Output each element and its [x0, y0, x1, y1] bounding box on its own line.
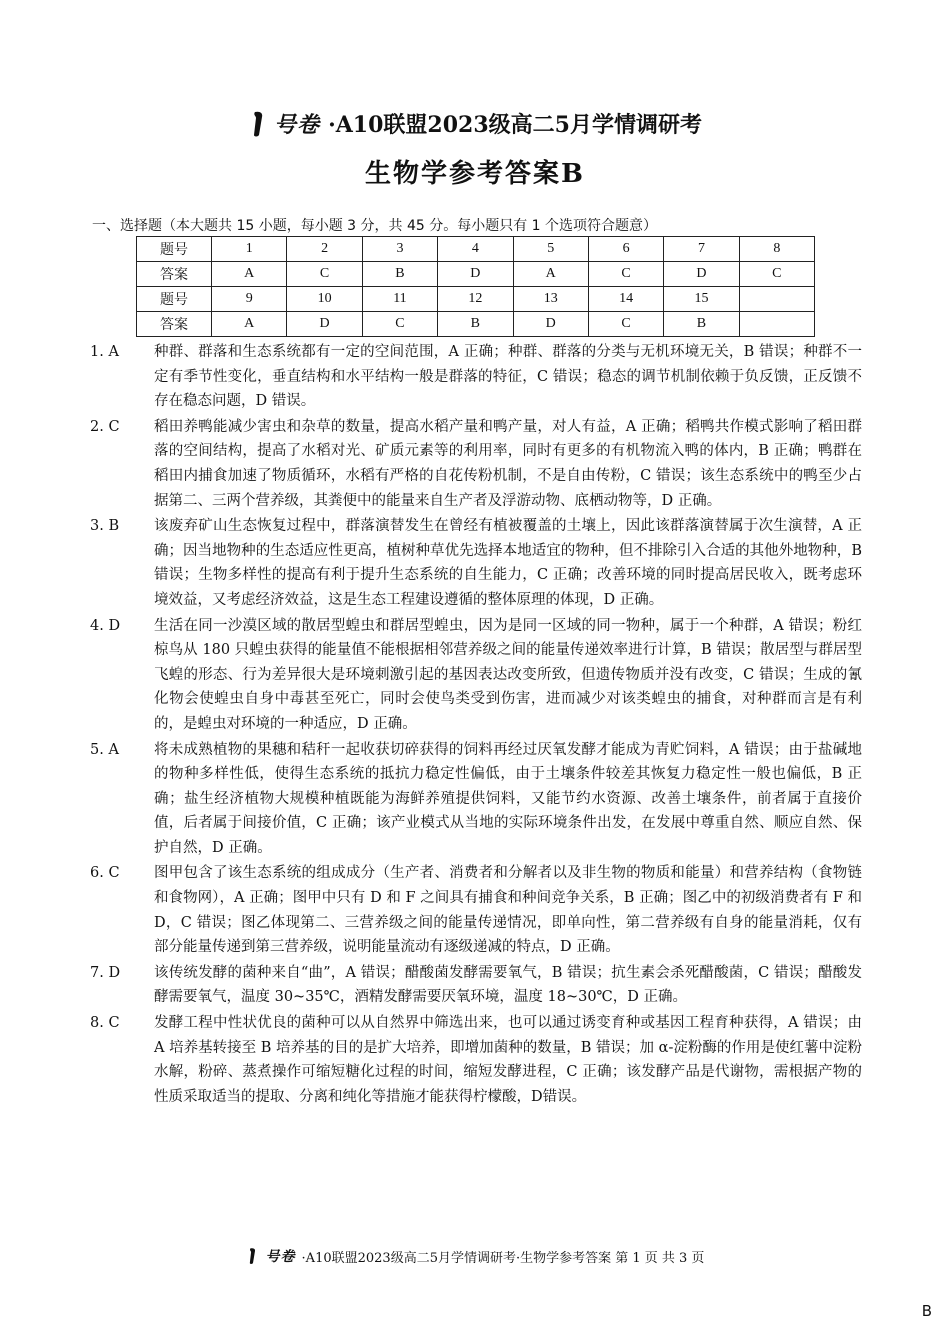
table-cell: 11 — [362, 287, 437, 312]
table-cell: 10 — [287, 287, 362, 312]
explanation-number: 7. D — [90, 964, 121, 981]
explanation-item — [90, 614, 862, 737]
table-cell: B — [438, 312, 513, 337]
footer-logo-text: 号卷 — [265, 1249, 296, 1265]
explanation-number: 1. A — [90, 344, 119, 360]
table-cell: A — [212, 312, 287, 337]
page-footer — [0, 1246, 950, 1266]
table-cell: 1 — [212, 237, 287, 262]
table-cell: D — [438, 262, 513, 287]
brush-stroke-icon — [246, 1246, 260, 1266]
table-cell — [739, 312, 814, 337]
explanation-text: 发酵工程中性状优良的菌种可以从自然界中筛选出来，也可以通过诱变育种或基因工程育种获得，A 错误；由 A 培养基转接至 B 培养基的目的是扩大培养，即增加菌种的数量，B 错误；加 α-淀粉酶的作用是使红薯中淀粉水解，粉碎、蒸煮操作可缩短糖化过程的时间，缩短发酵进程，C 正确；该发酵产品是代谢物，需根据产物的性质采取适当的提取、分离和纯化等措施才能获得柠檬酸，D错误。 — [154, 1015, 862, 1105]
explanation-text: 种群、群落和生态系统都有一定的空间范围，A 正确；种群、群落的分类与无机环境无关，B 错误；种群不一定有季节性变化，垂直结构和水平结构一般是群落的特征，C 错误；稳态的调节机制依赖于负反馈，正反馈不存在稳态问题，D 错误。 — [154, 344, 862, 410]
explanation-item — [90, 738, 862, 861]
table-cell: 4 — [438, 237, 513, 262]
logo — [248, 108, 320, 139]
explanation-text: 该传统发酵的菌种来自“曲”，A 错误；醋酸菌发酵需要氧气，B 错误；抗生素会杀死醋酸菌，C 错误；醋酸发酵需要氧气，温度 30~35℃，酒精发酵需要厌氧环境，温度 18~30℃，D 正确。 — [154, 964, 862, 1006]
table-cell: C — [588, 262, 663, 287]
explanation-number: 4. D — [90, 617, 121, 634]
table-cell: 14 — [588, 287, 663, 312]
explanation-number: 2. C — [90, 418, 120, 435]
table-row — [137, 262, 815, 287]
table-cell: 5 — [513, 237, 588, 262]
table-cell: 7 — [664, 237, 739, 262]
explanation-item — [90, 415, 862, 513]
row-label: 题号 — [137, 237, 212, 262]
explanation-text: 该废弃矿山生态恢复过程中，群落演替发生在曾经有植被覆盖的土壤上，因此该群落演替属于次生演替，A 正确；因当地物种的生态适应性更高，植树种草优先选择本地适宜的物种，但不排除引入合适的其他外地物种，B 错误；生物多样性的提高有利于提升生态系统的自生能力，C 正确；改善环境的同时提高居民收入，既考虑环境效益，又考虑经济效益，这是生态工程建设遵循的整体原理的体现，D 正确。 — [154, 518, 862, 608]
table-cell: 15 — [664, 287, 739, 312]
table-cell: 2 — [287, 237, 362, 262]
table-cell: C — [287, 262, 362, 287]
table-cell: 6 — [588, 237, 663, 262]
table-cell: D — [664, 262, 739, 287]
explanation-item — [90, 514, 862, 612]
explanation-text: 生活在同一沙漠区域的散居型蝗虫和群居型蝗虫，因为是同一区域的同一物种，属于一个种群，A 错误；粉红椋鸟从 180 只蝗虫获得的能量值不能根据相邻营养级之间的能量传递效率进行计算，B 错误；散居型与群居型飞蝗的形态、行为差异很大是环境刺激引起的基因表达改变所致，但遗传物质并没有改变，C 错误；生成的氰化物会使蝗虫自身中毒甚至死亡，同时会使鸟类受到伤害，进而减少对该类蝗虫的捕食，对种群而言是有利的，是蝗虫对环境的一种适应，D 正确。 — [154, 617, 862, 732]
footer-text: ·A10联盟2023级高二5月学情调研考·生物学参考答案 第 1 页 共 3 页 — [301, 1250, 705, 1266]
explanation-number: 5. A — [90, 741, 119, 758]
table-cell: 9 — [212, 287, 287, 312]
table-cell: B — [664, 312, 739, 337]
section-heading: 一、选择题（本大题共 15 小题，每小题 3 分，共 45 分。每小题只有 1 个选项符合题意） — [92, 218, 658, 234]
brush-stroke-icon — [248, 110, 270, 138]
table-cell — [739, 287, 814, 312]
explanation-item — [90, 961, 862, 1010]
explanation-text: 稻田养鸭能减少害虫和杂草的数量，提高水稻产量和鸭产量，对人有益，A 正确；稻鸭共作模式影响了稻田群落的空间结构，提高了水稻对光、矿质元素等的利用率，同时有更多的有机物流入鸭的体内，B 正确；鸭群在稻田内捕食加速了物质循环，水稻有严格的自花传粉机制，不是自由传粉，C 错误；该生态系统中的鸭至少占据第二、三两个营养级，其粪便中的能量来自生产者及浮游动物、底栖动物等，D 正确。 — [154, 418, 862, 509]
table-cell: C — [362, 312, 437, 337]
explanation-text: 将未成熟植物的果穗和秸秆一起收获切碎获得的饲料再经过厌氧发酵才能成为青贮饲料，A 错误；由于盐碱地的物种多样性低，使得生态系统的抵抗力稳定性偏低，由于土壤条件较差其恢复力稳定性一般也偏低，B 正确；盐生经济植物大规模种植既能为海鲜养殖提供饲料，又能节约水资源、改善土壤条件，前者属于直接价值，后者属于间接价值，C 正确；该产业模式从当地的实际环境条件出发，在发展中尊重自然、顺应自然、保护自然，D 正确。 — [154, 741, 862, 856]
table-row — [137, 237, 815, 262]
corner-mark: B — [921, 1302, 932, 1320]
row-label: 题号 — [137, 287, 212, 312]
page-subtitle: 生物学参考答案B — [365, 159, 585, 189]
table-cell: C — [739, 262, 814, 287]
explanation-item — [90, 1011, 862, 1109]
table-cell: C — [588, 312, 663, 337]
row-label: 答案 — [137, 262, 212, 287]
explanation-text: 图甲包含了该生态系统的组成成分（生产者、消费者和分解者以及非生物的物质和能量）和营养结构（食物链和食物网），A 正确；图甲中只有 D 和 F 之间具有捕食和种间竞争关系，B 正确；图乙中的初级消费者有 F 和 D，C 错误；图乙体现第二、三营养级之间的能量传递情况，即单向性，第二营养级有自身的能量消耗，仅有部分能量传递到第三营养级，说明能量流动有逐级递减的特点，D 正确。 — [154, 865, 862, 956]
table-cell: D — [513, 312, 588, 337]
explanation-number: 8. C — [90, 1015, 120, 1032]
table-row — [137, 312, 815, 337]
table-cell: A — [513, 262, 588, 287]
page-title: ·A10联盟2023级高二5月学情调研考 — [328, 112, 702, 138]
table-cell: 12 — [438, 287, 513, 312]
document-header — [0, 108, 950, 190]
row-label: 答案 — [137, 312, 212, 337]
explanation-number: 3. B — [90, 518, 120, 535]
table-row — [137, 287, 815, 312]
table-cell: 8 — [739, 237, 814, 262]
explanation-list — [90, 340, 862, 1110]
explanation-item — [90, 861, 862, 959]
explanation-item — [90, 340, 862, 414]
table-cell: 3 — [362, 237, 437, 262]
explanation-number: 6. C — [90, 865, 120, 882]
title-line — [0, 108, 950, 139]
table-cell: D — [287, 312, 362, 337]
logo-text: 号卷 — [274, 112, 321, 138]
table-cell: B — [362, 262, 437, 287]
table-cell: 13 — [513, 287, 588, 312]
answer-table — [136, 236, 815, 337]
table-cell: A — [212, 262, 287, 287]
